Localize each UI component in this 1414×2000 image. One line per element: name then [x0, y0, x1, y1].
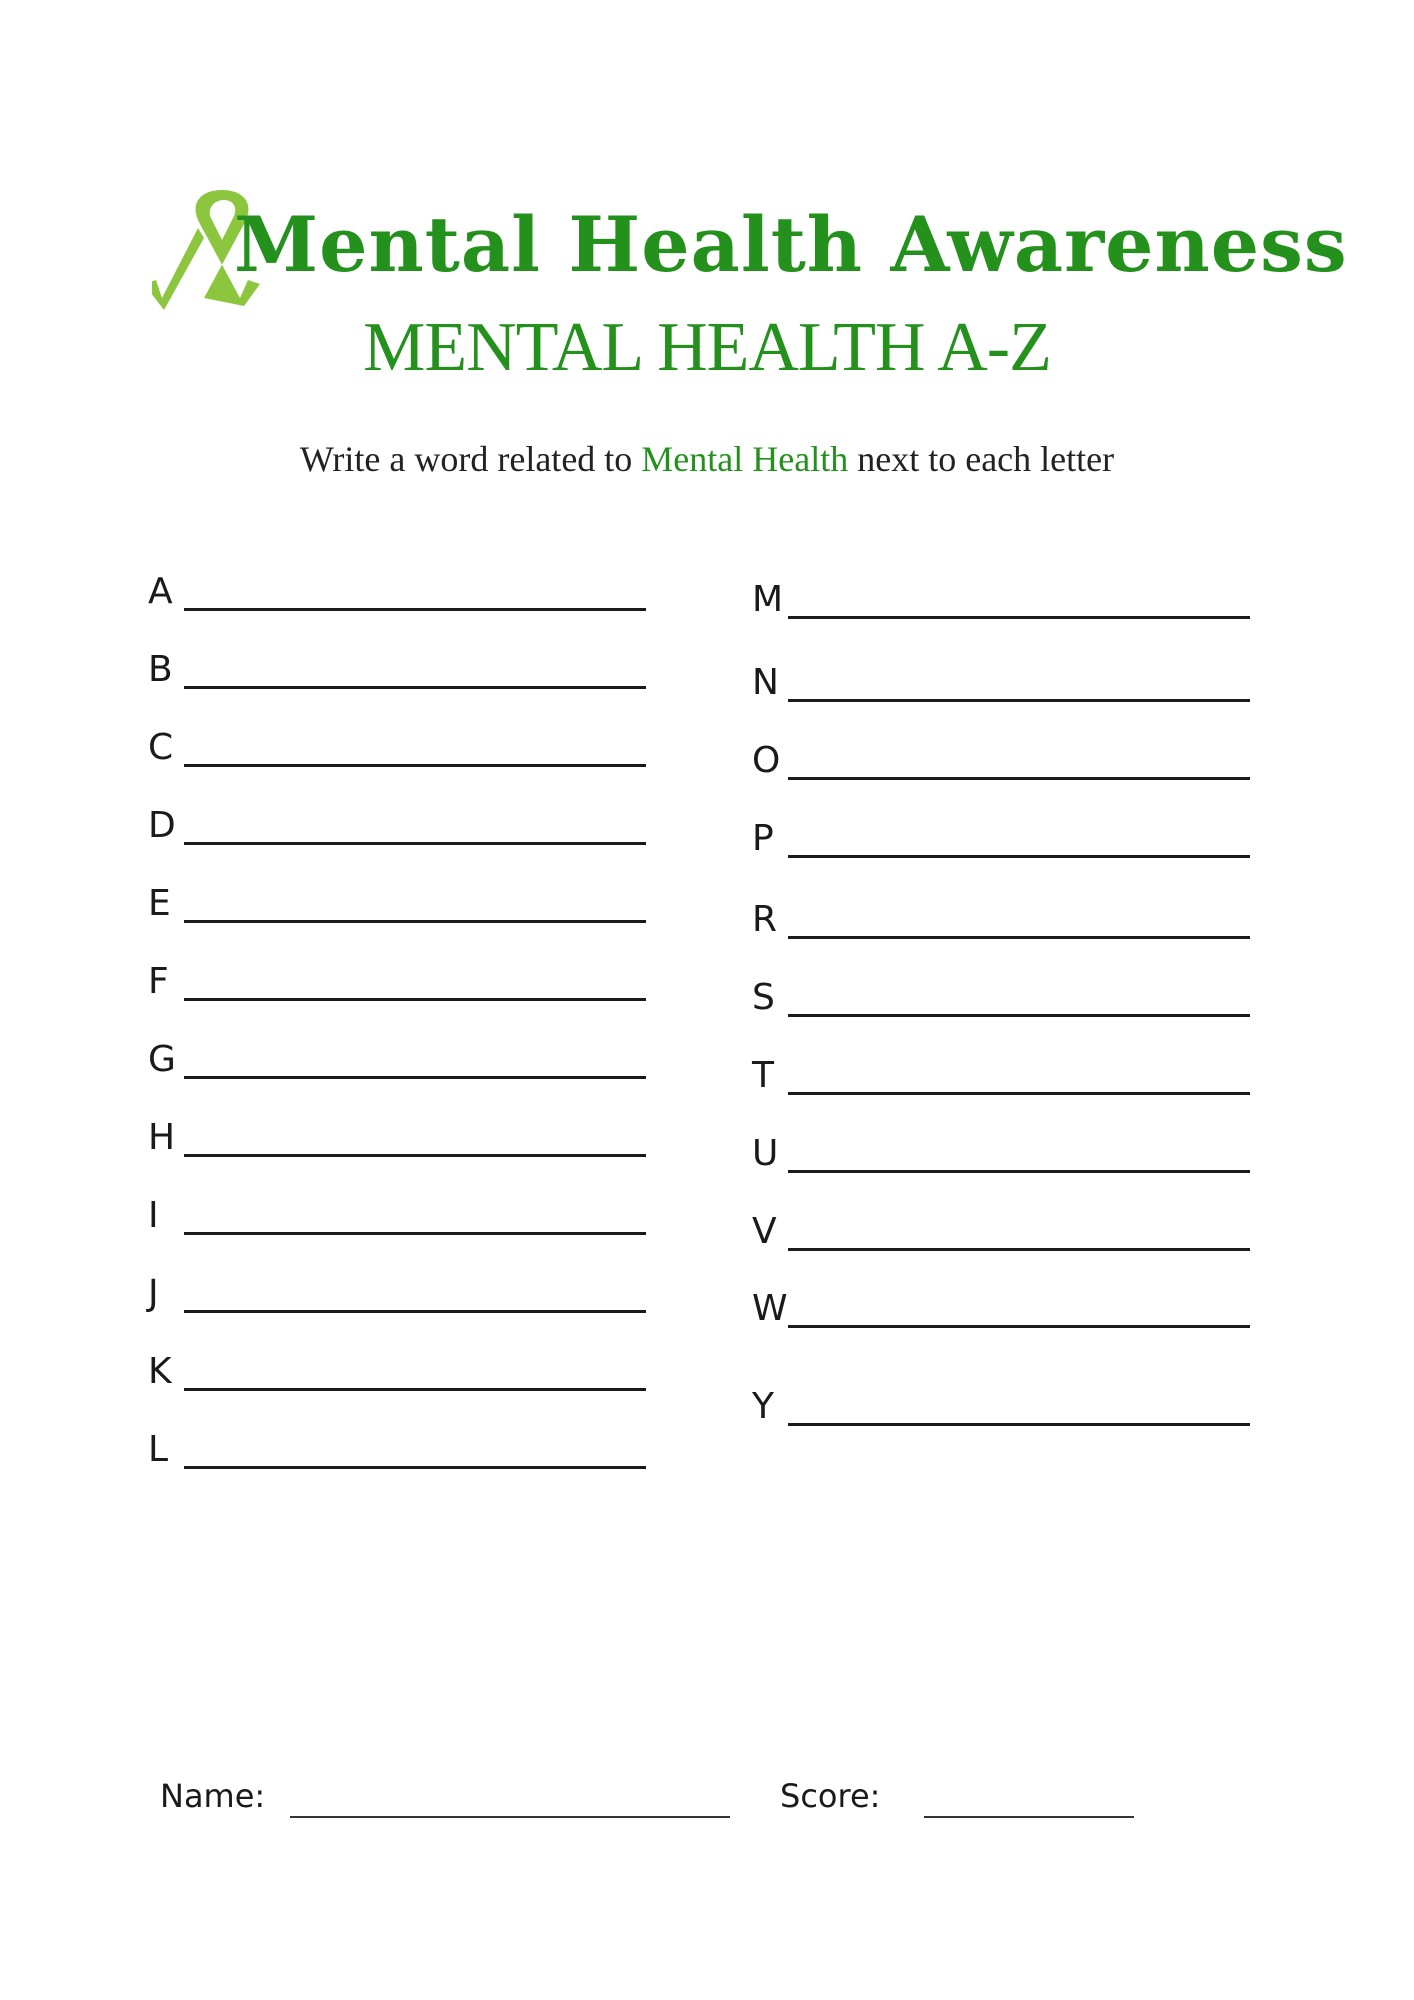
answer-line[interactable]: [788, 936, 1250, 939]
letter-label: V: [752, 1211, 777, 1252]
left-row-b: [148, 650, 648, 700]
right-row-p: [752, 819, 1252, 869]
right-row-t: [752, 1056, 1252, 1106]
left-row-c: [148, 728, 648, 778]
letter-label: B: [148, 649, 173, 690]
page-subtitle: MENTAL HEALTH A-Z: [363, 309, 1051, 386]
left-row-a: [148, 572, 648, 622]
answer-line[interactable]: [184, 608, 646, 611]
letter-label: C: [148, 727, 174, 768]
answer-line[interactable]: [788, 855, 1250, 858]
answer-line[interactable]: [184, 1154, 646, 1157]
letter-label: J: [148, 1273, 159, 1314]
letter-label: I: [148, 1195, 159, 1236]
name-field[interactable]: [290, 1816, 730, 1818]
answer-line[interactable]: [788, 1248, 1250, 1251]
answer-line[interactable]: [184, 764, 646, 767]
letter-label: U: [752, 1133, 779, 1174]
right-row-m: [752, 580, 1252, 630]
letter-label: S: [752, 977, 775, 1018]
left-row-f: [148, 962, 648, 1012]
left-row-i: [148, 1196, 648, 1246]
answer-line[interactable]: [788, 1092, 1250, 1095]
answer-line[interactable]: [184, 1466, 646, 1469]
right-row-s: [752, 978, 1252, 1028]
answer-line[interactable]: [788, 1423, 1250, 1426]
left-row-j: [148, 1274, 648, 1324]
right-row-o: [752, 741, 1252, 791]
instruction-before: Write a word related to: [299, 439, 642, 479]
left-row-e: [148, 884, 648, 934]
answer-line[interactable]: [788, 1170, 1250, 1173]
answer-line[interactable]: [184, 1232, 646, 1235]
letter-label: L: [148, 1429, 169, 1470]
answer-line[interactable]: [184, 1388, 646, 1391]
answer-line[interactable]: [184, 1310, 646, 1313]
left-row-k: [148, 1352, 648, 1402]
answer-line[interactable]: [184, 842, 646, 845]
left-row-g: [148, 1040, 648, 1090]
right-row-y: [752, 1387, 1252, 1437]
left-row-d: [148, 806, 648, 856]
letter-label: A: [148, 571, 173, 612]
letter-label: H: [148, 1117, 176, 1158]
right-row-u: [752, 1134, 1252, 1184]
letter-label: G: [148, 1039, 176, 1080]
right-row-w: [752, 1289, 1252, 1339]
instruction-after: next to each letter: [848, 439, 1115, 479]
right-row-n: [752, 663, 1252, 713]
right-row-r: [752, 900, 1252, 950]
answer-line[interactable]: [788, 1014, 1250, 1017]
left-row-h: [148, 1118, 648, 1168]
letter-label: R: [752, 899, 778, 940]
answer-line[interactable]: [788, 699, 1250, 702]
letter-label: D: [148, 805, 176, 846]
letter-label: N: [752, 662, 779, 703]
left-row-l: [148, 1430, 648, 1480]
letter-label: O: [752, 740, 781, 781]
answer-line[interactable]: [184, 1076, 646, 1079]
right-row-v: [752, 1212, 1252, 1262]
letter-label: E: [148, 883, 171, 924]
instruction-highlight: Mental Health: [641, 439, 849, 479]
letter-label: M: [752, 579, 784, 620]
answer-line[interactable]: [184, 920, 646, 923]
letter-label: Y: [752, 1386, 774, 1427]
letter-label: F: [148, 961, 169, 1002]
letter-label: K: [148, 1351, 172, 1392]
answer-line[interactable]: [788, 1325, 1250, 1328]
score-label: Score:: [780, 1777, 881, 1815]
page-title: Mental Health Awareness: [234, 200, 1348, 289]
name-label: Name:: [160, 1777, 266, 1815]
answer-line[interactable]: [184, 998, 646, 1001]
instruction-text: [0, 437, 1414, 481]
score-field[interactable]: [924, 1816, 1134, 1818]
letter-label: P: [752, 818, 774, 859]
answer-line[interactable]: [788, 616, 1250, 619]
letter-label: W: [752, 1288, 788, 1329]
answer-line[interactable]: [184, 686, 646, 689]
letter-label: T: [752, 1055, 774, 1096]
answer-line[interactable]: [788, 777, 1250, 780]
